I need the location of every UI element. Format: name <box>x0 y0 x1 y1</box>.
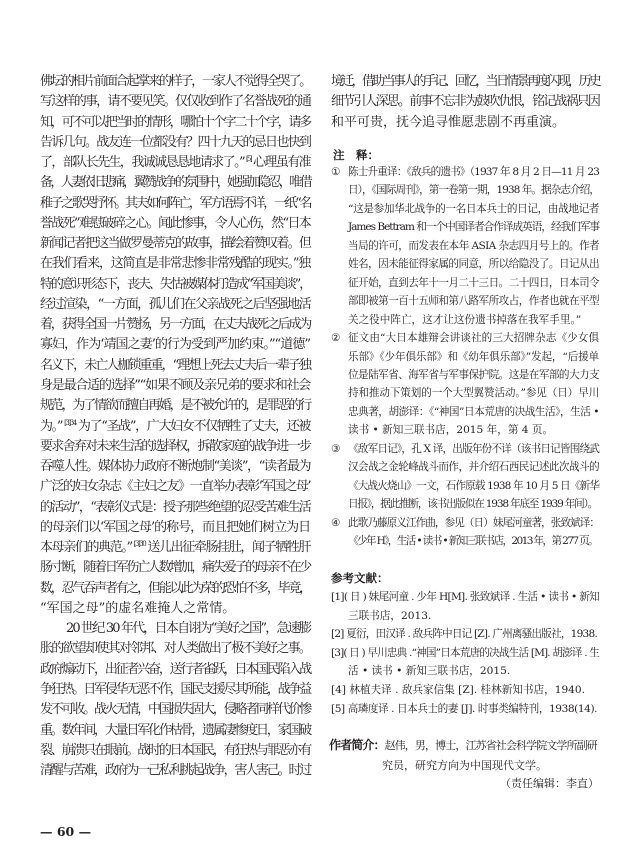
note-item <box>331 440 599 514</box>
reference-item <box>331 625 599 644</box>
text-line <box>40 417 310 437</box>
reference-item <box>331 681 599 700</box>
text-line: 日报》，据此推断，该书出版似在 1938 年底至 1939 年间）。 <box>348 498 598 511</box>
text-line: 特的意识形态下，丧夫、失怙被媒体打造成“军国美谈”， <box>40 276 310 292</box>
note-number: ④ <box>331 516 341 529</box>
references-list <box>331 588 599 718</box>
citation-superscript: [3]34 <box>64 418 76 427</box>
text-line: 肠寸断，随着日军伤亡人数增加，痛失爱子的母亲不在少 <box>40 560 310 576</box>
references-heading: 参考文献： <box>331 571 389 585</box>
text-line: 位是陆军省、海军省与军事保护院。这是在军部的大力支 <box>348 368 599 381</box>
text-line: 《大战火烧山》一文，石作原载 1938 年 10 月 5 日《新华 <box>348 479 599 492</box>
text-line: 裂、崩溃只在眼前。战时的日本国民，有狂热与罪恶亦有 <box>40 742 310 758</box>
text-line: 三联书店，2013. <box>348 609 432 622</box>
text-line: “军国之母”的虚名难掩人之常情。 <box>40 600 236 616</box>
text-line: 要求舍弃对未来生活的选择权，拆散家庭的战争进一步 <box>40 438 310 454</box>
text-line: 寡妇，作为‘靖国之妻’的行为受到严加约束。”“道德” <box>40 337 310 353</box>
text-line: 新闻记者把这当做罗曼蒂克的故事，描绘着赞叹着。但 <box>40 236 310 252</box>
text-line: 日），《国际周刊》，第一卷第一期，1938 年。据杂志介绍， <box>348 184 599 197</box>
text-line: 持和推动下策划的一个大型翼赞活动。”参见（日）早川 <box>348 387 599 400</box>
text-line: 征文由“大日本雄辩会讲谈社的三大招牌杂志《少女俱 <box>348 332 599 345</box>
text-line: 身是最合适的选择”“如果不顾及亲兄弟的要求和社会 <box>40 377 310 393</box>
text-line: 乐部》《少年俱乐部》和《幼年俱乐部》”发起，“后援单 <box>348 350 599 363</box>
text-line: [5] 高璘度译 . 日本兵士的妻 [J]. 时事类编特刊，1938(14). <box>331 702 598 715</box>
text-line: 此歌乃藤原义江作曲，参见（日）妹尾河童著，张致斌译： <box>348 516 599 529</box>
text-segment: 送儿出征牵肠挂肚，闻子牺牲肝 <box>147 540 310 556</box>
note-number: ② <box>331 332 341 345</box>
text-line: 誉战死”难慰破碎之心。闻此惨事，令人心伤，然“日本 <box>40 215 310 231</box>
text-line: 姓名，因未能征得家属的同意，所以给隐没了。日记从出 <box>348 258 599 271</box>
text-line: James Bettram 和一个中国译者合作译成英语，经我们军事 <box>348 221 599 234</box>
responsible-editor: （责任编辑：李直） <box>500 777 599 790</box>
note-item <box>331 329 599 440</box>
text-line: 争狂热。日军侵华无恶不作，国民支援尽其所能，战争益 <box>40 681 310 697</box>
text-line: 境迁，借助当事人的手记、回忆，当日情景再度闪现，历史 <box>331 74 599 89</box>
left-column <box>40 72 310 781</box>
text-line: 20 世纪 30 年代，日本自诩为“美好之国”，急速膨 <box>66 621 310 637</box>
text-line: 关之役中阵亡，这才让这份遗书掉落在我军手里。” <box>348 313 582 326</box>
text-line: 写这样的事，请不要见笑。仅仅收到作了名誉战死的通 <box>40 94 310 110</box>
text-line: 稚子之歌哭抒怀。其夫如何阵亡，军方语焉不详，一纸“名 <box>40 195 310 211</box>
paragraph <box>40 619 310 781</box>
text-segment: 为。” <box>40 418 63 434</box>
text-line: 清醒与苦难，政府为一己私利挑起战争，害人害己。时过 <box>40 763 310 779</box>
paragraph <box>40 72 310 619</box>
text-line: 在我们看来，这简直是非常悲惨非常残酷的现实。”独 <box>40 256 310 272</box>
text-line: 《少年 H》，生活 • 读书 • 新知三联书店，2013 年，第 277 页。 <box>348 535 598 548</box>
text-line: 陈士升重译：《敌兵的遗书》（1937 年 8 月 2 日—11 月 23 <box>348 166 599 178</box>
text-line: 部即被第一百十五师和第八路军所攻占，作者也就在平型 <box>348 295 599 308</box>
author-bio <box>329 736 599 775</box>
note-item <box>331 514 599 551</box>
text-segment: 本母亲们的典范。” <box>40 540 132 556</box>
citation-superscript: [5] <box>246 155 251 164</box>
text-line: 广泛的妇女杂志《主妇之友》一直举办表彰‘军国之母’ <box>40 479 310 495</box>
text-line: 政府煽动下，出征者兴奋，送行者雀跃，日本国民陷入战 <box>40 661 310 677</box>
right-column-body <box>331 72 599 133</box>
text-line: 吞噬人性。媒体协力政府不断炮制“美谈”，“读者最为 <box>40 459 310 475</box>
text-line: 规范，为了情欲而擅自再婚，是不被允许的，是罪恶的行 <box>40 398 310 414</box>
text-line: 告诉几句。战友连一位都没有？四十九天的忌日也快到 <box>40 134 310 150</box>
text-line: 细节引人深思。前事不忘非为鼓吹仇恨，铭记战祸只因 <box>331 94 599 110</box>
text-line <box>40 153 310 173</box>
page-number: — 60 — <box>40 824 92 839</box>
notes-heading: 注 释： <box>333 148 379 162</box>
text-line: 数，忍气吞声者有之，但能以此为荣的恐怕不多，毕竟， <box>40 580 310 596</box>
text-line: 胀的欲望却使其对邻邦、对人类做出了极不美好之事。 <box>40 641 310 657</box>
text-line: 备，人妻依旧悲痛，翼赞战争的氛围中，她强加隐忍，唯借 <box>40 175 310 191</box>
text-line: 经过渲染，“一方面，孤儿们在父亲战死之后坚强地活 <box>40 296 310 312</box>
text-line: 的母亲们以‘军国之母’的称号，而且把她们树立为日 <box>40 519 310 535</box>
reference-item <box>331 588 599 625</box>
author-bio-label: 作者简介： <box>329 738 385 752</box>
notes-list <box>331 163 599 551</box>
text-line: [3]( 日 ) 早川忠典 .“神国”日本荒唐的决战生活 [M]. 胡澎译 . 生 <box>331 646 599 659</box>
text-line: 发不可收。战火无情，中国损失固大，侵略者同样代价惨 <box>40 702 310 718</box>
text-line: 忠典著，胡澎译：《“神国”日本荒唐的决战生活》，生活 • <box>348 405 599 418</box>
text-line: 活 • 读书 • 新知三联书店，2015. <box>348 665 511 678</box>
reference-item <box>331 644 599 681</box>
text-line: [4] 林植夫译 . 敌兵家信集 [Z]. 桂林新知书店，1940. <box>331 683 586 696</box>
text-line <box>40 538 310 558</box>
text-line: 知，可不可以把当时的情形，哪怕十个字二十个字，请多 <box>40 114 310 130</box>
text-line: [1]( 日 ) 妹尾河童 . 少年 H[M]. 张致斌译 . 生活 • 读书 • 新知 <box>331 591 599 603</box>
text-line: 征开始，直到去年十一月二十三日。二十四日，日本司令 <box>348 276 599 289</box>
text-line: 名义下，未亡人枷锁重重，“理想上死去丈夫后一辈子独 <box>40 357 310 373</box>
text-line: 着，获得全国一片赞扬，另一方面，在丈夫战死之后成为 <box>40 317 310 333</box>
note-number: ① <box>331 166 341 178</box>
text-line: 佛坛的相片前面合起掌来的样子，一家人不觉得全哭了。 <box>40 74 310 89</box>
text-line: [2] 夏衍，田汉译 . 敌兵阵中日记 [Z]. 广州离骚出版社，1938. <box>331 628 598 641</box>
text-line: 《敌军日记》，孔 X 译，出版年份不详（该书日记皆围绕武 <box>348 442 599 455</box>
reference-item <box>331 700 599 719</box>
text-line: 汉会战之金轮峰战斗而作，并介绍石西民记述此次战斗的 <box>348 461 599 474</box>
note-item <box>331 163 599 329</box>
note-number: ③ <box>331 442 341 455</box>
text-line: 和平可贵，抚今追寻惟愿悲剧不再重演。 <box>331 114 566 130</box>
text-segment: 为了“圣战”，广大妇女不仅牺牲了丈夫，还被 <box>77 418 310 434</box>
text-segment: 心理虽有准 <box>252 155 310 171</box>
text-line: 当局的许可，而发表在本年 ASIA 杂志四月号上的。作者 <box>348 239 599 252</box>
text-line: “这是参加华北战争的一名日本兵士的日记，由战地记者 <box>348 202 599 215</box>
author-bio-text: 赵伟，男，博士，江苏省社会科学院文学所副研 <box>384 739 597 752</box>
text-line: 重。数年间，大量日军化作枯骨，遗属凄惨度日，家国破 <box>40 722 310 738</box>
text-segment: 了，部队长先生，我诚诚恳恳地请求了。” <box>40 155 244 171</box>
text-line: 读书 • 新知三联书店，2015 年，第 4 页。 <box>348 424 554 437</box>
citation-superscript: [3]30 <box>133 540 146 549</box>
author-bio-line <box>329 736 599 756</box>
author-bio-line: 究员，研究方向为中国现代文学。 <box>382 758 547 772</box>
text-line: 的活动”，“表彰仪式是：授予那些绝望的忍受苦难生活 <box>40 499 310 515</box>
